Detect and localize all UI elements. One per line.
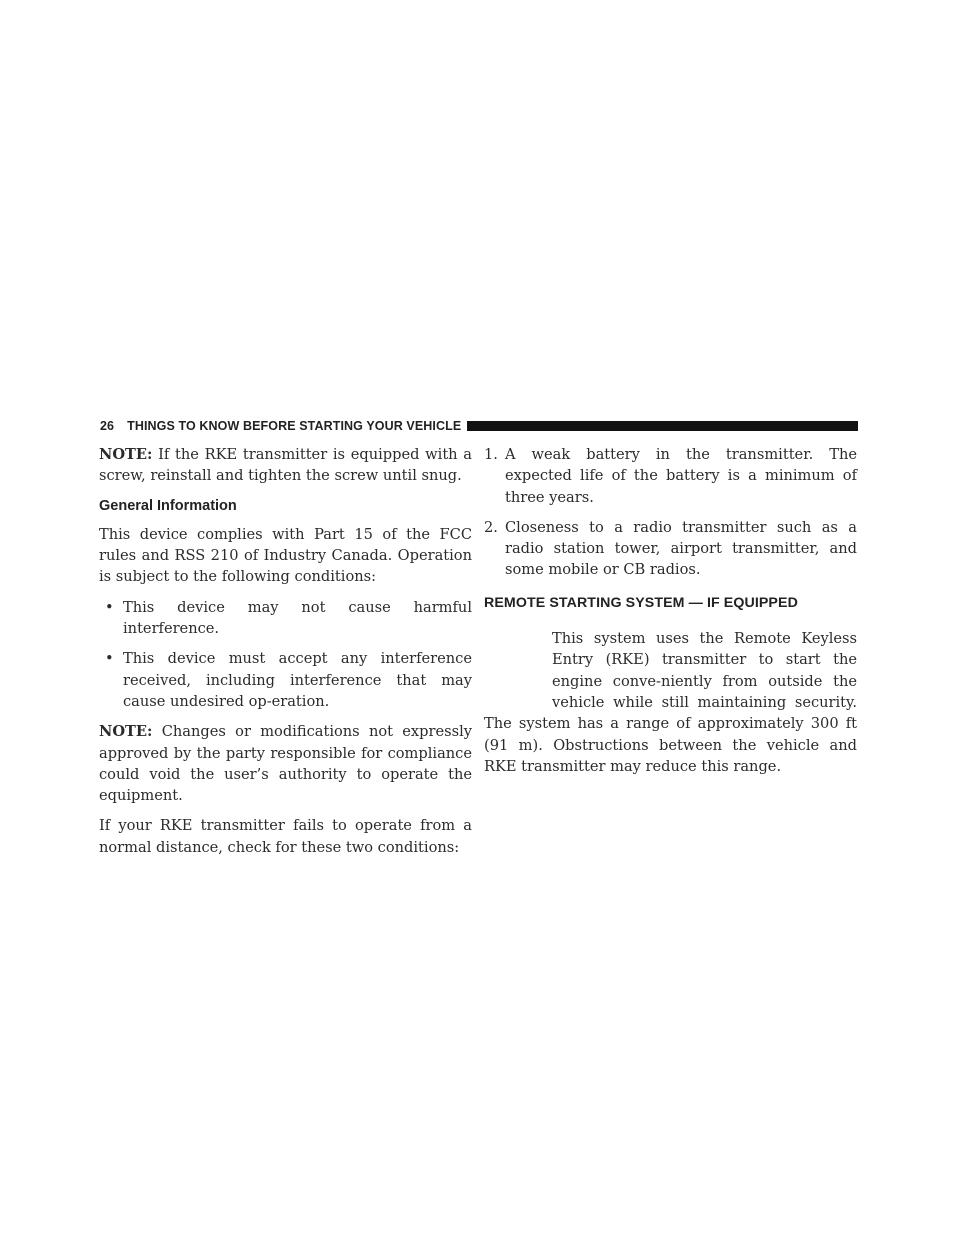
list-item — [99, 597, 472, 640]
list-item — [99, 648, 472, 712]
remote-start-heading: REMOTE STARTING SYSTEM — IF EQUIPPED — [484, 594, 798, 611]
list-item — [484, 444, 857, 508]
list-item-text: Closeness to a radio transmitter such as a radio station tower, airport transmitter, and some mobile or CB radios. — [505, 518, 857, 579]
bullet-icon: • — [105, 598, 114, 616]
page-number: 26 — [100, 419, 115, 433]
remote-start-paragraph: This system uses the Remote Keyless Entry (RKE) transmitter to start the engine conve-niently from outside the vehicle while still maintaining security. The system has a range of approximately 300 ft (91 m). Obstructions between the vehicle and RKE transmitter may reduce this range. — [484, 630, 857, 775]
note-modifications — [99, 721, 472, 806]
conditions-list — [99, 597, 472, 712]
list-item-text: This device may not cause harmful interference. — [123, 598, 472, 638]
list-item-text: A weak battery in the transmitter. The expected life of the battery is a minimum of three years. — [505, 446, 857, 506]
list-item — [484, 517, 857, 581]
icon-placeholder — [484, 628, 552, 712]
page-header — [100, 418, 858, 434]
note-label: NOTE: — [99, 446, 153, 463]
right-column — [484, 444, 857, 786]
range-conditions-paragraph: If your RKE transmitter fails to operate from a normal distance, check for these two conditions: — [99, 817, 472, 856]
note-text: If the RKE transmitter is equipped with a screw, reinstall and tighten the screw until snug. — [99, 446, 472, 485]
note-screw — [99, 444, 472, 487]
fcc-compliance-paragraph: This device complies with Part 15 of the FCC rules and RSS 210 of Industry Canada. Operation is subject to the following conditions: — [99, 525, 472, 586]
item-number: 2. — [484, 518, 498, 536]
conditions-numbered-list — [484, 444, 857, 581]
bullet-icon: • — [105, 650, 114, 668]
note-text: Changes or modifications not expressly approved by the party responsible for compliance could void the user’s authority to operate the equipment. — [99, 723, 472, 805]
general-information-heading: General Information — [99, 497, 237, 514]
remote-start-intro — [484, 628, 857, 777]
section-title: THINGS TO KNOW BEFORE STARTING YOUR VEHICLE — [127, 419, 462, 433]
left-column — [99, 444, 472, 867]
item-number: 1. — [484, 446, 498, 463]
list-item-text: This device must accept any interference received, including interference that may cause undesired op-eration. — [123, 650, 472, 710]
header-rule — [467, 421, 858, 431]
note-label: NOTE: — [99, 723, 153, 741]
